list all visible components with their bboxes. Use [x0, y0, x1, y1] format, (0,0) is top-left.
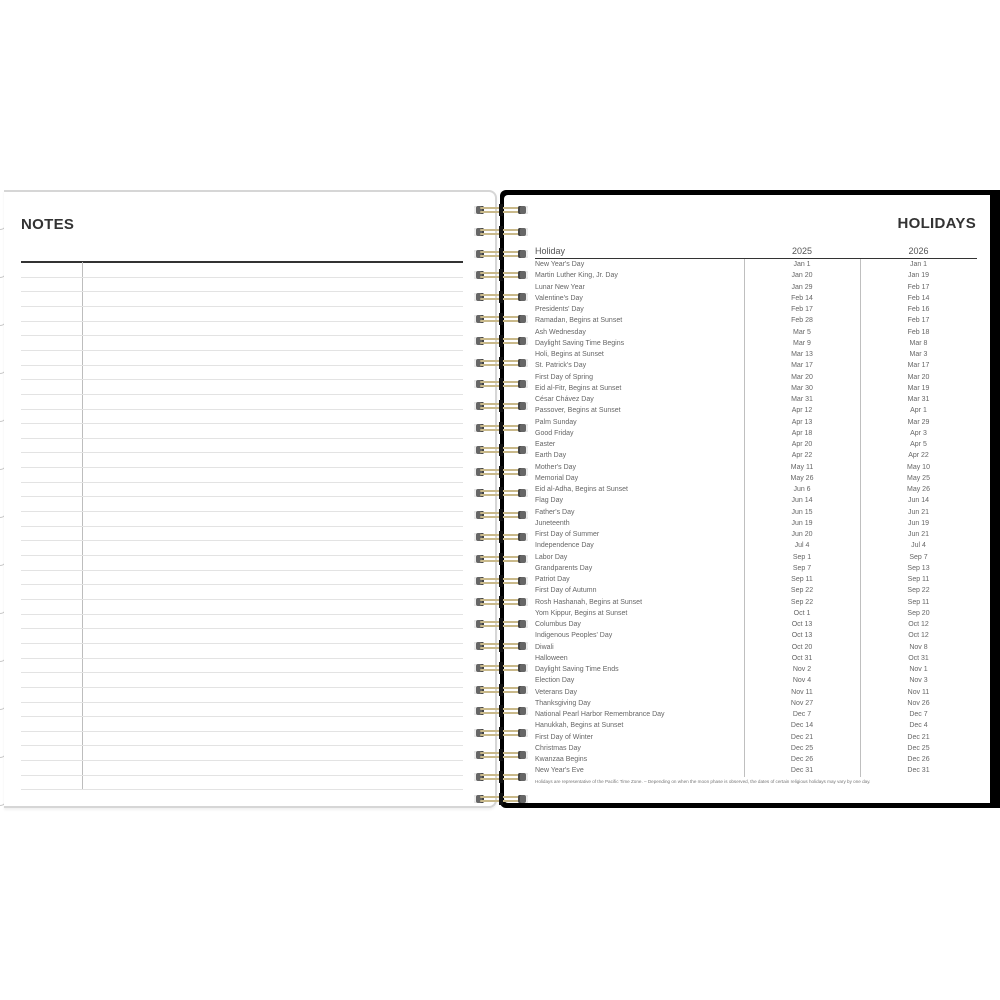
- holiday-name: Rosh Hashanah, Begins at Sunset: [535, 598, 643, 606]
- notes-line: [21, 789, 463, 790]
- spiral-ring: [474, 684, 528, 696]
- holiday-name: Election Day: [535, 677, 575, 685]
- notes-line: [21, 599, 463, 600]
- column-header-2026: 2026: [908, 246, 929, 256]
- holiday-date-2026: Jul 4: [911, 542, 926, 550]
- holiday-date-2026: May 25: [907, 474, 930, 482]
- holiday-row: [535, 518, 977, 529]
- notes-line: [21, 526, 463, 527]
- holiday-name: Patriot Day: [535, 576, 570, 583]
- notes-line: [21, 438, 463, 439]
- holiday-date-2026: Sep 7: [909, 553, 928, 561]
- holiday-name: Mother's Day: [535, 463, 577, 471]
- notes-line: [21, 306, 463, 307]
- holiday-name: Grandparents Day: [535, 564, 593, 572]
- holiday-date-2025: Nov 2: [792, 666, 812, 673]
- holiday-row: [535, 315, 977, 326]
- holiday-row: [535, 743, 977, 754]
- spiral-ring: [474, 575, 528, 587]
- spiral-ring: [474, 727, 528, 739]
- holiday-row: [535, 585, 977, 596]
- holiday-row: [535, 709, 977, 720]
- holiday-name: Diwali: [535, 643, 554, 651]
- holiday-date-2025: Mar 5: [793, 328, 811, 336]
- holiday-date-2025: May 11: [790, 463, 814, 471]
- holiday-date-2025: Apr 13: [791, 418, 813, 426]
- notes-title: NOTES: [21, 216, 75, 233]
- notes-line: [21, 584, 463, 585]
- holiday-date-2026: Apr 3: [910, 429, 927, 437]
- notes-line: [21, 321, 463, 322]
- notes-line: [21, 482, 463, 483]
- holiday-name: Halloween: [535, 654, 568, 662]
- notes-line: [21, 540, 463, 541]
- holidays-table: [535, 245, 977, 777]
- spiral-ring: [474, 640, 528, 652]
- holiday-date-2026: Nov 8: [909, 643, 928, 651]
- notes-line: [21, 658, 463, 659]
- notes-line: [21, 394, 463, 395]
- spiral-ring: [474, 204, 528, 216]
- holiday-date-2025: Mar 20: [791, 373, 813, 381]
- holiday-name: Thanksgiving Day: [535, 699, 591, 707]
- holiday-date-2026: Sep 11: [907, 598, 930, 606]
- holiday-date-2026: Mar 17: [907, 362, 930, 370]
- notes-line: [21, 570, 463, 571]
- holiday-row: [535, 394, 977, 405]
- holiday-date-2026: Dec 26: [907, 756, 930, 763]
- notes-line: [21, 291, 463, 292]
- holiday-date-2025: Jan 20: [791, 272, 813, 280]
- notes-line: [21, 745, 463, 746]
- holiday-name: Memorial Day: [535, 474, 579, 482]
- holiday-row: [535, 540, 977, 551]
- spiral-binding: [474, 204, 528, 804]
- holiday-date-2026: Nov 11: [907, 688, 930, 696]
- notes-line: [21, 702, 463, 703]
- spiral-ring: [474, 487, 528, 499]
- holiday-date-2026: Oct 12: [908, 621, 929, 628]
- holiday-date-2025: Dec 26: [790, 756, 814, 763]
- holiday-row: [535, 698, 977, 709]
- holiday-date-2025: Dec 21: [790, 733, 814, 741]
- holiday-row: [535, 462, 977, 473]
- holiday-row: [535, 552, 977, 563]
- holiday-date-2026: May 26: [907, 486, 930, 493]
- holiday-row: [535, 529, 977, 540]
- holiday-date-2025: Sep 22: [790, 598, 814, 606]
- holiday-date-2025: Mar 13: [791, 351, 813, 358]
- spiral-ring: [474, 771, 528, 783]
- holiday-name: Juneteenth: [535, 519, 570, 527]
- holiday-date-2025: Feb 14: [791, 294, 813, 302]
- holiday-date-2026: Sep 20: [907, 609, 930, 617]
- holiday-name: First Day of Spring: [535, 373, 593, 381]
- holiday-date-2026: Apr 22: [908, 452, 929, 460]
- holidays-footnote: Holidays are representative of the Pacific Time Zone. – Depending on when the moon phase is observed, the dates of certain religious holidays may vary by one day.: [535, 779, 871, 784]
- holiday-name: First Day of Summer: [535, 531, 600, 538]
- holiday-date-2025: Dec 31: [790, 767, 814, 775]
- holiday-row: [535, 664, 977, 675]
- spiral-ring: [474, 357, 528, 369]
- notes-line: [21, 731, 463, 732]
- holiday-date-2025: Dec 25: [790, 744, 814, 752]
- holiday-date-2026: Sep 22: [907, 587, 930, 595]
- holiday-name: Ramadan, Begins at Sunset: [535, 317, 623, 325]
- holiday-name: New Year's Day: [535, 261, 585, 268]
- holiday-name: Ash Wednesday: [535, 328, 586, 336]
- holidays-page: [504, 195, 990, 803]
- holiday-row: [535, 563, 977, 574]
- spiral-ring: [474, 269, 528, 281]
- holiday-date-2026: Apr 5: [910, 441, 927, 448]
- column-header-holiday: Holiday: [535, 246, 566, 256]
- holiday-row: [535, 417, 977, 428]
- holiday-row: [535, 327, 977, 338]
- holiday-date-2026: Feb 14: [907, 294, 930, 302]
- holiday-date-2025: Apr 12: [791, 407, 813, 415]
- holiday-date-2025: Sep 22: [790, 587, 814, 595]
- holiday-date-2026: Dec 21: [907, 733, 930, 741]
- holiday-date-2025: Apr 20: [791, 441, 813, 448]
- holiday-date-2026: Dec 4: [909, 722, 928, 730]
- holiday-name: Christmas Day: [535, 744, 581, 752]
- spiral-ring: [474, 662, 528, 674]
- holiday-row: [535, 282, 977, 293]
- holiday-name: St. Patrick's Day: [535, 362, 587, 370]
- holiday-date-2025: Nov 4: [792, 677, 812, 685]
- spiral-ring: [474, 400, 528, 412]
- holiday-name: New Year's Eve: [535, 767, 584, 775]
- notes-line: [21, 672, 463, 673]
- notes-line: [21, 687, 463, 688]
- holiday-date-2025: Sep 1: [792, 553, 812, 561]
- holiday-row: [535, 405, 977, 416]
- holiday-date-2025: Jun 14: [791, 497, 813, 505]
- holiday-date-2026: Nov 1: [909, 666, 928, 673]
- holiday-row: [535, 765, 977, 776]
- spiral-ring: [474, 596, 528, 608]
- holiday-row: [535, 732, 977, 743]
- holiday-date-2025: Oct 20: [791, 643, 813, 651]
- holiday-name: Kwanzaa Begins: [535, 756, 588, 763]
- holiday-date-2025: Dec 14: [790, 722, 814, 730]
- holiday-name: Labor Day: [535, 553, 568, 561]
- holiday-row: [535, 259, 977, 270]
- holiday-date-2025: Jul 4: [794, 542, 810, 550]
- notes-line: [21, 335, 463, 336]
- spiral-ring: [474, 248, 528, 260]
- holiday-name: Independence Day: [535, 542, 594, 550]
- notes-line: [21, 716, 463, 717]
- holiday-name: Martin Luther King, Jr. Day: [535, 272, 618, 280]
- holiday-row: [535, 473, 977, 484]
- holiday-date-2026: Nov 26: [907, 699, 930, 707]
- holiday-row: [535, 642, 977, 653]
- holiday-name: Daylight Saving Time Begins: [535, 339, 625, 347]
- holiday-date-2026: Oct 31: [908, 654, 929, 662]
- holiday-name: Eid al-Adha, Begins at Sunset: [535, 486, 629, 493]
- holiday-row: [535, 619, 977, 630]
- spiral-ring: [474, 422, 528, 434]
- holiday-date-2026: Jan 1: [909, 261, 928, 268]
- holiday-date-2026: Jun 21: [907, 531, 930, 538]
- holiday-row: [535, 653, 977, 664]
- holiday-name: Earth Day: [535, 452, 567, 460]
- holiday-row: [535, 293, 977, 304]
- holiday-date-2025: Oct 1: [793, 609, 811, 617]
- spiral-ring: [474, 705, 528, 717]
- holiday-name: Presidents' Day: [535, 306, 584, 313]
- holiday-name: Hanukkah, Begins at Sunset: [535, 722, 624, 730]
- holiday-date-2026: Mar 29: [907, 418, 930, 426]
- holiday-date-2025: Jun 20: [791, 531, 813, 538]
- notes-line: [21, 350, 463, 351]
- holiday-date-2026: Feb 18: [907, 328, 930, 336]
- holiday-row: [535, 675, 977, 686]
- holiday-date-2025: Jun 15: [791, 508, 813, 516]
- holidays-title: HOLIDAYS: [897, 215, 976, 232]
- holiday-date-2025: Nov 27: [790, 699, 814, 707]
- holiday-date-2026: Feb 16: [907, 306, 930, 313]
- holiday-name: Columbus Day: [535, 621, 581, 628]
- holiday-row: [535, 349, 977, 360]
- holiday-date-2025: Jun 19: [791, 519, 813, 527]
- spiral-ring: [474, 618, 528, 630]
- holiday-date-2025: Oct 13: [791, 621, 813, 628]
- holidays-table-body: [535, 259, 977, 777]
- holiday-row: [535, 754, 977, 765]
- holiday-name: Valentine's Day: [535, 294, 583, 302]
- holiday-date-2025: Sep 11: [791, 576, 813, 583]
- notes-line: [21, 614, 463, 615]
- holiday-row: [535, 450, 977, 461]
- holiday-date-2026: Jan 19: [907, 272, 930, 280]
- holiday-row: [535, 608, 977, 619]
- spiral-ring: [474, 335, 528, 347]
- holiday-name: Palm Sunday: [535, 418, 577, 426]
- holiday-date-2025: Oct 31: [791, 654, 813, 662]
- notes-line: [21, 409, 463, 410]
- holiday-date-2025: Oct 13: [791, 632, 813, 640]
- holiday-row: [535, 372, 977, 383]
- holiday-date-2026: May 10: [907, 463, 930, 471]
- holiday-date-2026: Dec 7: [909, 711, 928, 718]
- holiday-date-2026: Mar 3: [909, 351, 928, 358]
- notes-line: [21, 511, 463, 512]
- notes-line: [21, 496, 463, 497]
- holiday-row: [535, 484, 977, 495]
- holiday-date-2025: Mar 9: [793, 339, 811, 347]
- spiral-ring: [474, 444, 528, 456]
- holiday-name: Easter: [535, 441, 556, 448]
- notes-line: [21, 775, 463, 776]
- holiday-date-2026: Mar 20: [907, 373, 930, 381]
- holiday-row: [535, 304, 977, 315]
- holiday-name: Flag Day: [535, 497, 564, 505]
- notes-line: [21, 760, 463, 761]
- holiday-row: [535, 720, 977, 731]
- notes-line: [21, 643, 463, 644]
- holiday-date-2025: Feb 17: [791, 306, 813, 313]
- holiday-date-2025: Nov 11: [791, 688, 813, 696]
- holiday-row: [535, 439, 977, 450]
- holiday-date-2025: Apr 22: [791, 452, 813, 460]
- holiday-name: Daylight Saving Time Ends: [535, 666, 619, 673]
- holiday-date-2025: Apr 18: [791, 429, 813, 437]
- holiday-row: [535, 597, 977, 608]
- holiday-date-2026: Mar 31: [907, 396, 930, 403]
- spiral-ring: [474, 226, 528, 238]
- spiral-ring: [474, 793, 528, 805]
- holiday-date-2025: Jan 29: [791, 283, 813, 291]
- holiday-date-2026: Jun 14: [907, 497, 930, 505]
- holiday-date-2026: Dec 25: [907, 744, 930, 752]
- holiday-row: [535, 338, 977, 349]
- holiday-name: Passover, Begins at Sunset: [535, 407, 621, 415]
- holiday-date-2025: Dec 7: [792, 711, 812, 718]
- holiday-date-2026: Dec 31: [907, 767, 930, 775]
- holiday-date-2026: Mar 19: [907, 384, 930, 392]
- holiday-date-2026: Jun 21: [907, 508, 930, 516]
- holiday-date-2026: Apr 1: [910, 407, 927, 415]
- holiday-date-2026: Feb 17: [907, 283, 930, 291]
- holiday-row: [535, 630, 977, 641]
- holiday-date-2026: Oct 12: [908, 632, 929, 640]
- spiral-ring: [474, 291, 528, 303]
- holiday-row: [535, 383, 977, 394]
- holiday-date-2025: Mar 31: [791, 396, 813, 403]
- holiday-date-2025: Sep 7: [792, 564, 812, 572]
- holiday-name: César Chávez Day: [535, 396, 594, 403]
- holiday-row: [535, 687, 977, 698]
- spiral-ring: [474, 313, 528, 325]
- holiday-name: National Pearl Harbor Remembrance Day: [535, 711, 665, 718]
- holiday-name: Indigenous Peoples' Day: [535, 632, 613, 640]
- spiral-ring: [474, 531, 528, 543]
- holiday-name: Yom Kippur, Begins at Sunset: [535, 609, 628, 617]
- holiday-date-2025: Jun 6: [793, 486, 811, 493]
- column-header-2025: 2025: [791, 246, 813, 256]
- spiral-ring: [474, 749, 528, 761]
- holiday-name: Eid al-Fitr, Begins at Sunset: [535, 384, 622, 392]
- holiday-date-2026: Feb 17: [907, 317, 930, 325]
- notes-line: [21, 452, 463, 453]
- spiral-ring: [474, 509, 528, 521]
- holiday-name: Good Friday: [535, 429, 574, 437]
- holiday-date-2026: Sep 13: [907, 564, 930, 572]
- holiday-date-2025: Jan 1: [793, 261, 811, 268]
- notes-line: [21, 423, 463, 424]
- holiday-date-2025: Mar 17: [791, 362, 813, 370]
- notes-line: [21, 555, 463, 556]
- holiday-date-2025: May 26: [790, 474, 814, 482]
- holiday-row: [535, 507, 977, 518]
- holiday-row: [535, 495, 977, 506]
- holiday-row: [535, 574, 977, 585]
- notes-lined-area[interactable]: [21, 262, 463, 790]
- holiday-row: [535, 428, 977, 439]
- holiday-date-2026: Sep 11: [907, 576, 930, 583]
- notes-page: [4, 190, 497, 808]
- holiday-name: Veterans Day: [535, 688, 578, 696]
- holiday-name: Father's Day: [535, 508, 575, 516]
- notes-line: [21, 628, 463, 629]
- holiday-name: First Day of Autumn: [535, 587, 597, 595]
- holiday-name: Holi, Begins at Sunset: [535, 351, 604, 358]
- notes-line: [21, 365, 463, 366]
- notes-line: [21, 379, 463, 380]
- holiday-name: Lunar New Year: [535, 283, 585, 291]
- notes-line: [21, 467, 463, 468]
- spiral-ring: [474, 378, 528, 390]
- notes-line: [21, 277, 463, 278]
- holiday-date-2026: Mar 8: [909, 339, 928, 347]
- holiday-row: [535, 270, 977, 281]
- holiday-date-2025: Mar 30: [791, 384, 813, 392]
- spiral-ring: [474, 553, 528, 565]
- holiday-name: First Day of Winter: [535, 733, 593, 741]
- spiral-ring: [474, 466, 528, 478]
- holiday-date-2025: Feb 28: [791, 317, 813, 325]
- holiday-date-2026: Jun 19: [907, 519, 930, 527]
- holiday-date-2026: Nov 3: [909, 677, 928, 685]
- holidays-table-header: [535, 245, 977, 259]
- holiday-row: [535, 360, 977, 371]
